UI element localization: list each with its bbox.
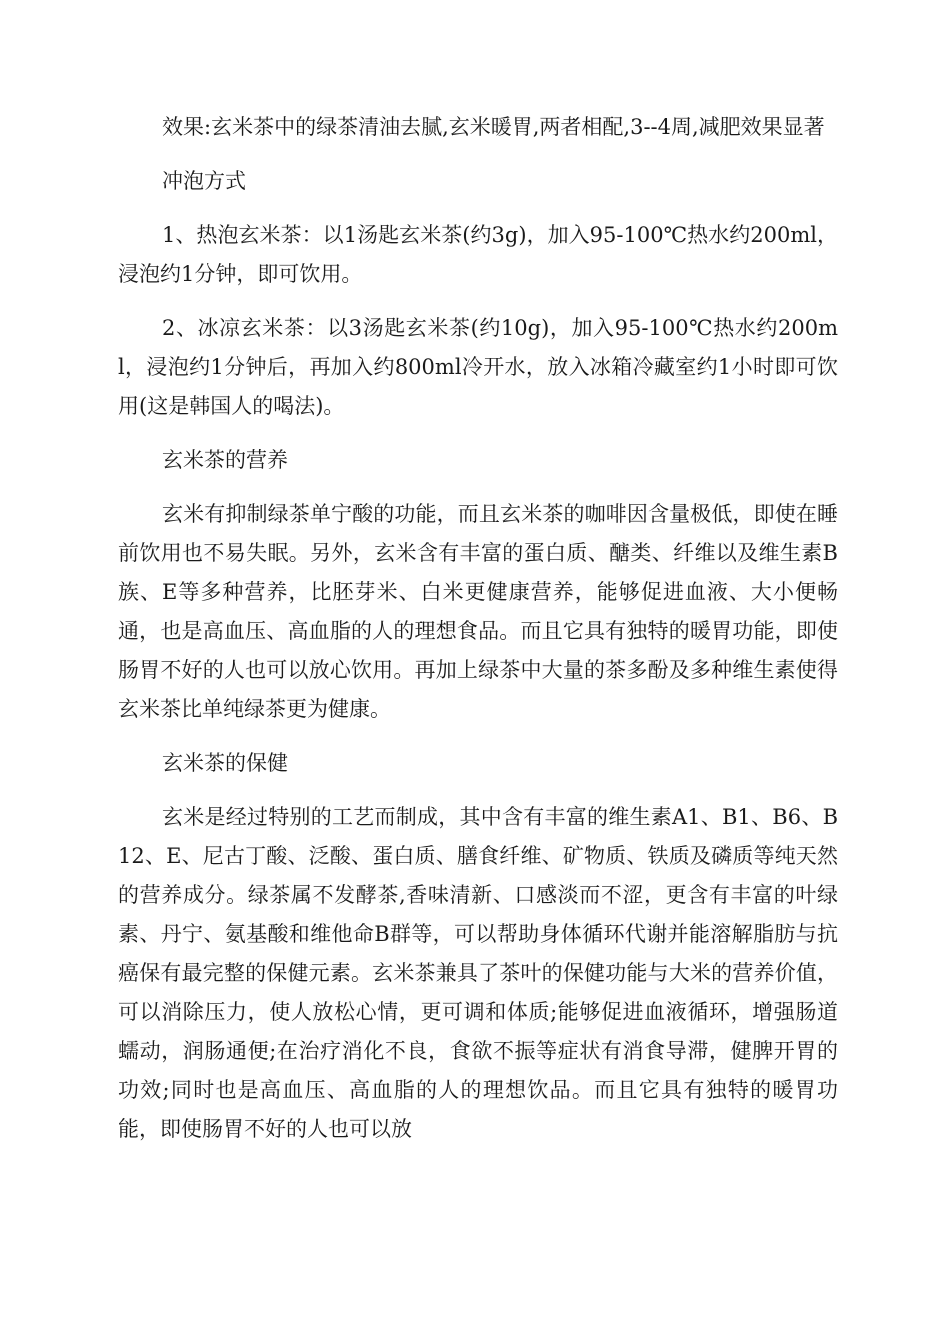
brewing-hot-paragraph: 1、热泡玄米茶：以1汤匙玄米茶(约3g)，加入95-100℃热水约200ml，浸泡约1分钟，即可饮用。 bbox=[118, 223, 838, 286]
section-heading-nutrition: 玄米茶的营养 bbox=[162, 448, 288, 472]
brewing-cold-paragraph: 2、冰凉玄米茶：以3汤匙玄米茶(约10g)，加入95-100℃热水约200ml，浸泡约1分钟后，再加入约800ml冷开水，放入冰箱冷藏室约1小时即可饮用(这是韩国人的喝法)。 bbox=[118, 316, 838, 418]
section-heading-health: 玄米茶的保健 bbox=[162, 751, 288, 775]
health-paragraph: 玄米是经过特别的工艺而制成，其中含有丰富的维生素A1、B1、B6、B12、E、尼古丁酸、泛酸、蛋白质、膳食纤维、矿物质、铁质及磷质等纯天然的营养成分。绿茶属不发酵茶,香味清新、口感淡而不涩，更含有丰富的叶绿素、丹宁、氨基酸和维他命B群等，可以帮助身体循环代谢并能溶解脂肪与抗癌保有最完整的保健元素。玄米茶兼具了茶叶的保健功能与大米的营养价值，可以消除压力，使人放松心情，更可调和体质;能够促进血液循环，增强肠道蠕动，润肠通便;在治疗消化不良，食欲不振等症状有消食导滞，健脾开胃的功效;同时也是高血压、高血脂的人的理想饮品。而且它具有独特的暖胃功能，即使肠胃不好的人也可以放 bbox=[118, 805, 838, 1141]
effect-paragraph: 效果:玄米茶中的绿茶清油去腻,玄米暖胃,两者相配,3--4周,减肥效果显著 bbox=[162, 115, 825, 139]
section-heading-brewing: 冲泡方式 bbox=[162, 169, 246, 193]
document-body bbox=[118, 108, 838, 1164]
nutrition-paragraph: 玄米有抑制绿茶单宁酸的功能，而且玄米茶的咖啡因含量极低，即使在睡前饮用也不易失眠。另外，玄米含有丰富的蛋白质、醣类、纤维以及维生素B族、E等多种营养，比胚芽米、白米更健康营养，能够促进血液、大小便畅通，也是高血压、高血脂的人的理想食品。而且它具有独特的暖胃功能，即使肠胃不好的人也可以放心饮用。再加上绿茶中大量的茶多酚及多种维生素使得玄米茶比单纯绿茶更为健康。 bbox=[118, 502, 838, 721]
